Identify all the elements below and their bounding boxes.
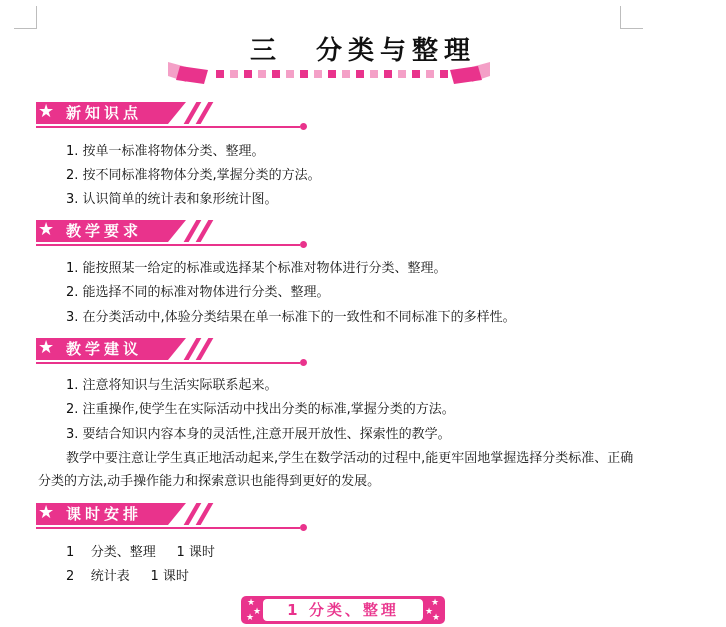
star-icon: ★ <box>425 607 434 617</box>
star-icon: ★ <box>431 598 440 608</box>
star-icon: ★ <box>38 502 55 523</box>
decor-square <box>426 70 434 78</box>
list-item: 1. 注意将知识与生活实际联系起来。 <box>66 378 278 393</box>
decor-square <box>398 70 406 78</box>
decor-square <box>286 70 294 78</box>
list-item: 1. 能按照某一给定的标准或选择某个标准对物体进行分类、整理。 <box>66 261 447 276</box>
star-icon: ★ <box>432 613 441 623</box>
star-icon: ★ <box>247 598 256 608</box>
decor-square <box>314 70 322 78</box>
decor-square <box>244 70 252 78</box>
list-item: 3. 在分类活动中,体验分类结果在单一标准下的一致性和不同标准下的多样性。 <box>66 310 516 325</box>
lesson-title: 1 分类、整理 <box>287 601 399 619</box>
section-title: 课时安排 <box>66 505 143 523</box>
lesson-banner <box>241 596 445 624</box>
section-title: 教学建议 <box>66 340 143 358</box>
decor-square <box>272 70 280 78</box>
star-icon: ★ <box>38 219 55 240</box>
star-icon: ★ <box>253 607 262 617</box>
crop-mark-top-left <box>14 6 37 29</box>
decor-square <box>356 70 364 78</box>
decor-square <box>300 70 308 78</box>
list-item: 3. 要结合知识内容本身的灵活性,注意开展开放性、探索性的教学。 <box>66 427 451 442</box>
chapter-name: 分类与整理 <box>316 36 477 66</box>
decor-square <box>412 70 420 78</box>
decor-square <box>230 70 238 78</box>
star-icon: ★ <box>38 337 55 358</box>
crop-mark-top-right <box>620 6 643 29</box>
chapter-number: 三 <box>249 36 282 66</box>
decor-square <box>370 70 378 78</box>
paragraph: 教学中要注意让学生真正地活动起来,学生在数学活动的过程中,能更牢固地掌握选择分类标准、正确分类的方法,动手操作能力和探索意识也能得到更好的发展。 <box>38 451 634 489</box>
decor-square <box>216 70 224 78</box>
section-header-teaching-suggestions <box>36 338 308 366</box>
list-item: 1. 按单一标准将物体分类、整理。 <box>66 144 265 159</box>
section-title: 教学要求 <box>66 222 143 240</box>
schedule-item: 1 分类、整理 1 课时 <box>66 545 215 560</box>
star-icon: ★ <box>246 613 255 623</box>
section-header-new-knowledge <box>36 102 308 130</box>
decor-square <box>440 70 448 78</box>
section-title: 新知识点 <box>66 104 143 122</box>
decor-square <box>342 70 350 78</box>
section-header-teaching-requirements <box>36 220 308 248</box>
list-item: 3. 认识简单的统计表和象形统计图。 <box>66 192 278 207</box>
decor-square <box>258 70 266 78</box>
list-item: 2. 按不同标准将物体分类,掌握分类的方法。 <box>66 168 321 183</box>
decor-square <box>384 70 392 78</box>
list-item: 2. 能选择不同的标准对物体进行分类、整理。 <box>66 285 330 300</box>
section-header-schedule <box>36 503 308 531</box>
schedule-item: 2 统计表 1 课时 <box>66 569 189 584</box>
star-icon: ★ <box>38 101 55 122</box>
list-item: 2. 注重操作,使学生在实际活动中找出分类的标准,掌握分类的方法。 <box>66 402 455 417</box>
decor-square <box>328 70 336 78</box>
title-decoration <box>168 58 490 90</box>
